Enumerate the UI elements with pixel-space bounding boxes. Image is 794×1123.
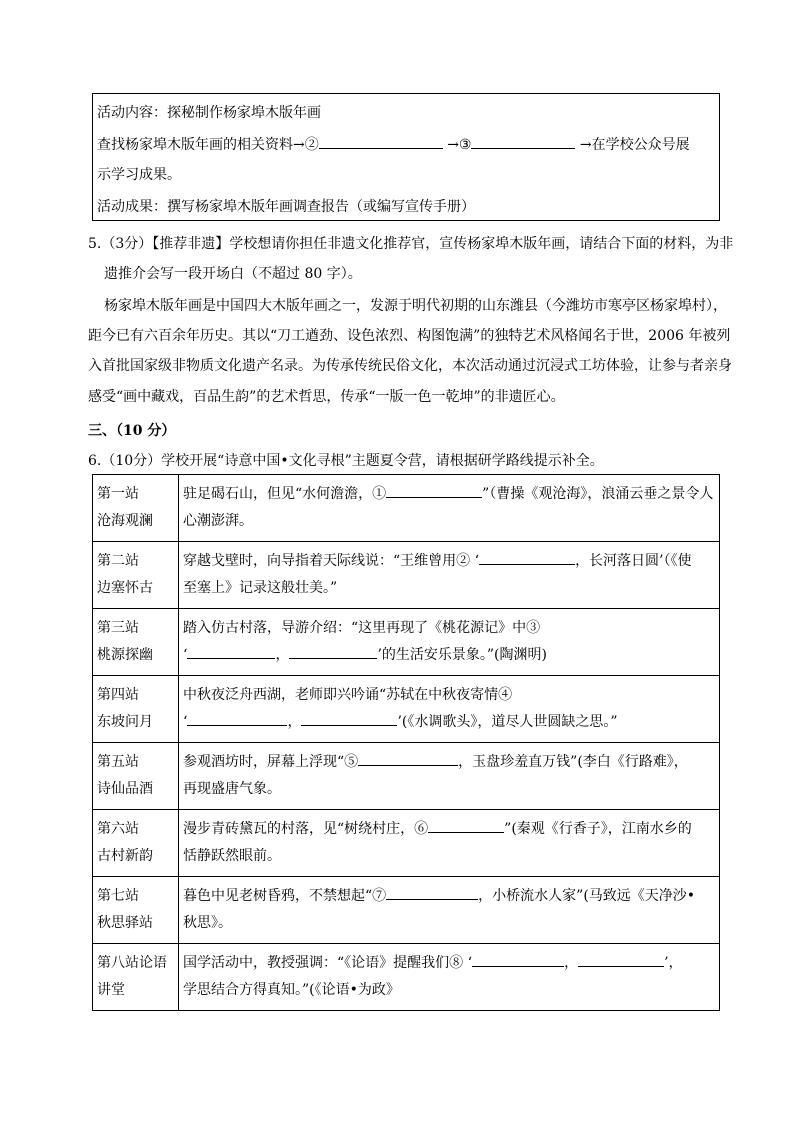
blank-3a[interactable] [187, 644, 275, 659]
table-row [93, 810, 720, 877]
blank-4a[interactable] [187, 711, 287, 726]
activity-steps-cont: 示学习成果。 [97, 167, 181, 183]
activity-result: 活动成果：撰写杨家埠木版年画调查报告（或编写宣传手册） [97, 199, 475, 215]
station-content: 中秋夜泛舟西湖，老师即兴吟诵“苏轼在中秋夜寄情④ ‘ ， ’(《水调歌头》，道尽人世圆缺之思。” [179, 676, 720, 743]
station-content: 踏入仿古村落，导游介绍：“这里再现了《桃花源记》中③ ‘ ， ’的生活安乐景象。”(陶渊明) [179, 609, 720, 676]
station-name: 第二站 边塞怀古 [93, 542, 179, 609]
steps-text-a: 查找杨家埠木版年画的相关资料→② [97, 137, 319, 153]
q5-material-p4: 感受“画中藏戏，百品生韵”的艺术哲思，传承“一版一色一乾坤”的非遗匠心。 [88, 389, 565, 405]
activity-box [92, 93, 720, 221]
blank-4b[interactable] [301, 711, 397, 726]
station-name: 第六站 古村新韵 [93, 810, 179, 877]
blank-2[interactable] [479, 550, 575, 565]
table-row [93, 475, 720, 542]
table-row [93, 676, 720, 743]
station-name: 第八站论语 讲堂 [93, 944, 179, 1011]
table-row [93, 542, 720, 609]
station-name: 第一站 沧海观澜 [93, 475, 179, 542]
q5-material-p1: 杨家埠木版年画是中国四大木版年画之一，发源于明代初期的山东潍县（今潍坊市寒亭区杨家埠村）， [104, 298, 727, 314]
table-row [93, 609, 720, 676]
q5-stem: 5.（3分）【推荐非遗】学校想请你担任非遗文化推荐官，宣传杨家埠木版年画，请结合下面的材料，为非 [88, 236, 734, 252]
blank-3b[interactable] [289, 644, 377, 659]
station-name: 第三站 桃源探幽 [93, 609, 179, 676]
activity-steps [97, 134, 690, 154]
table-row [93, 877, 720, 944]
blank-3[interactable] [471, 134, 575, 149]
blank-6[interactable] [428, 818, 504, 833]
q5-stem-cont: 遗推介会写一段开场白（不超过 80 字）。 [104, 266, 362, 282]
station-name: 第七站 秋思驿站 [93, 877, 179, 944]
steps-text-b: →③ [447, 137, 472, 153]
station-name: 第四站 东坡问月 [93, 676, 179, 743]
table-row [93, 743, 720, 810]
blank-8a[interactable] [472, 952, 564, 967]
station-content: 漫步青砖黛瓦的村落，见“树绕村庄，⑥ ”(秦观《行香子》，江南水乡的 恬静跃然眼前。 [179, 810, 720, 877]
steps-text-c: →在学校公众号展 [579, 137, 690, 153]
question-6: 6.（10分）学校开展“诗意中国•文化寻根”主题夏令营，请根据研学路线提示补全。 [88, 453, 604, 469]
activity-content: 活动内容：探秘制作杨家埠木版年画 [97, 105, 321, 121]
blank-5[interactable] [358, 751, 458, 766]
q5-material-p3: 入首批国家级非物质文化遗产名录。为传承传统民俗文化，本次活动通过沉浸式工坊体验，让参与者亲身 [88, 358, 732, 374]
station-content: 暮色中见老树昏鸦，不禁想起“⑦ ，小桥流水人家”(马致远《天净沙• 秋思》。 [179, 877, 720, 944]
station-content: 国学活动中，教授强调：“《论语》提醒我们⑧ ‘ ， ’， 学思结合方得真知。”(《论语•为政》 [179, 944, 720, 1011]
station-content: 驻足碣石山，但见“水何澹澹，① ”（曹操《观沧海》，浪涌云垂之景令人 心潮澎湃。 [179, 475, 720, 542]
station-content: 穿越戈壁时，向导指着天际线说：“王维曾用② ‘ ，长河落日圆’（《使 至塞上》记录这般壮美。” [179, 542, 720, 609]
blank-7[interactable] [386, 885, 478, 900]
station-content: 参观酒坊时，屏幕上浮现“⑤ ，玉盘珍羞直万钱”(李白《行路难》， 再现盛唐气象。 [179, 743, 720, 810]
table-row [93, 944, 720, 1011]
q5-material-p2: 距今已有六百余年历史。其以“刀工遒劲、设色浓烈、构图饱满”的独特艺术风格闻名于世，2006 年被列 [88, 328, 731, 344]
blank-8b[interactable] [578, 952, 664, 967]
blank-1[interactable] [386, 483, 482, 498]
section-heading: 三、（10 分） [88, 423, 176, 439]
blank-2[interactable] [319, 134, 443, 149]
station-name: 第五站 诗仙品酒 [93, 743, 179, 810]
stations-table [92, 474, 720, 1011]
